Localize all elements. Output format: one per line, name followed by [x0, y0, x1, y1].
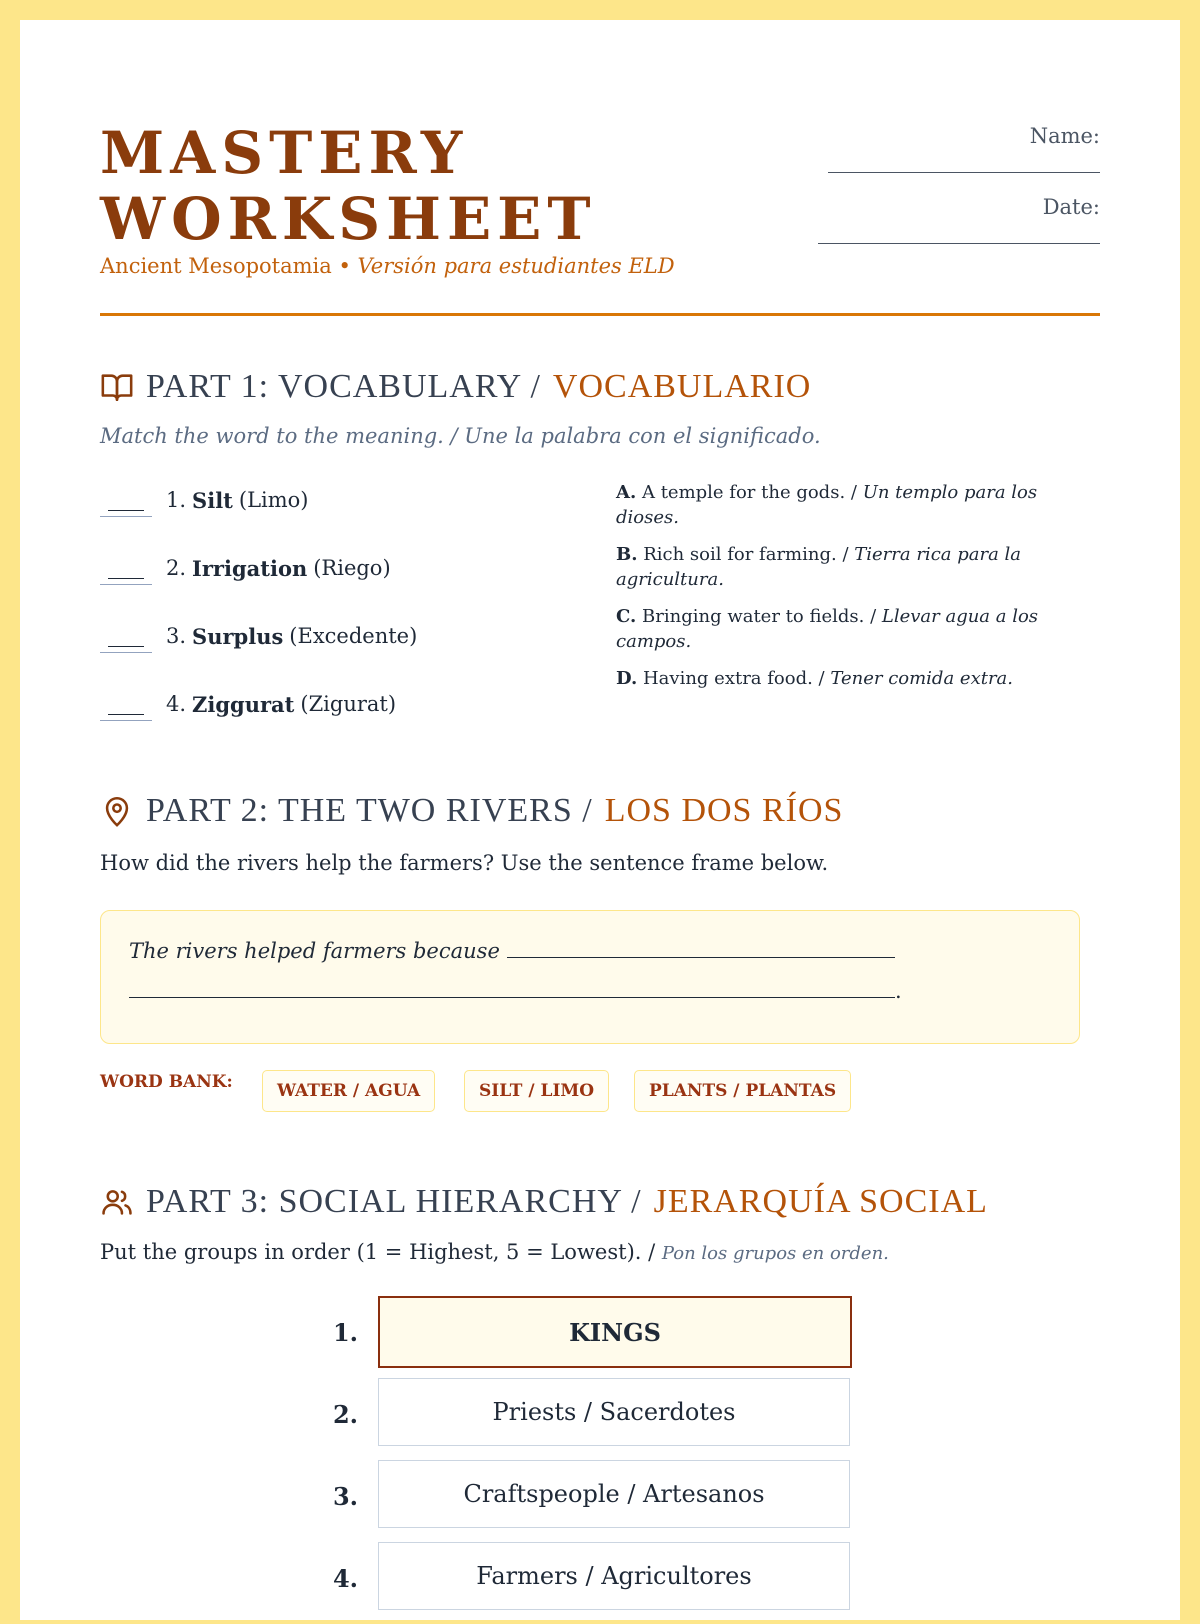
part2-heading-en: PART 2: THE TWO RIVERS / [146, 792, 593, 829]
name-label: Name: [1029, 124, 1100, 148]
page-title [100, 120, 597, 252]
part2-heading-es: LOS DOS RÍOS [604, 792, 844, 829]
name-field[interactable] [828, 152, 1100, 173]
definition-en: A temple for the gods. / [641, 482, 857, 503]
part1-heading [100, 368, 811, 406]
subtitle-es: Versión para estudiantes ELD [357, 254, 675, 278]
subtitle [100, 254, 675, 278]
title-line-1: MASTERY [100, 119, 469, 187]
vocab-term [100, 556, 580, 624]
term-word: Ziggurat [192, 692, 295, 717]
date-field[interactable] [818, 223, 1100, 244]
part2-heading [100, 792, 843, 830]
term-translation: (Limo) [238, 488, 309, 512]
definition-letter: B. [616, 544, 638, 565]
part1-instructions: Match the word to the meaning. / Une la palabra con el significado. [100, 424, 821, 448]
sentence-frame-line-1 [129, 939, 895, 963]
term-translation: (Zigurat) [300, 692, 397, 716]
term-word: Silt [192, 488, 233, 513]
term-number: 1. [166, 488, 187, 512]
definition [616, 542, 1076, 592]
definition-es: Tener comida extra. [830, 668, 1014, 689]
part3-heading [100, 1183, 988, 1221]
student-info [800, 120, 1100, 262]
hierarchy-box[interactable]: Farmers / Agricultores [378, 1542, 850, 1610]
definition-es: Llevar agua a los campos. [616, 606, 1039, 652]
hierarchy-rank: 1. [332, 1318, 358, 1347]
definition-en: Bringing water to fields. / [642, 606, 877, 627]
hierarchy-box[interactable]: KINGS [378, 1296, 852, 1368]
date-label: Date: [1042, 195, 1100, 219]
vocab-term [100, 692, 580, 760]
sentence-end: . [895, 979, 902, 1003]
sentence-frame-line-2 [129, 979, 902, 1003]
sentence-frame-text: The rivers helped farmers because [129, 939, 500, 963]
sentence-frame [100, 910, 1080, 1044]
term-translation: (Excedente) [289, 624, 418, 648]
answer-blank[interactable] [100, 488, 152, 517]
word-bank-chip: SILT / LIMO [464, 1070, 609, 1112]
worksheet-page [20, 20, 1180, 1620]
header-divider [100, 313, 1100, 316]
definition-en: Rich soil for farming. / [643, 544, 849, 565]
word-bank-chip: WATER / AGUA [262, 1070, 435, 1112]
vocab-term [100, 488, 580, 556]
sentence-blank-1[interactable] [507, 957, 895, 958]
definition-es: Un templo para los dioses. [616, 482, 1038, 528]
part3-instructions-en: Put the groups in order (1 = Highest, 5 = Lowest). / [100, 1240, 656, 1264]
word-bank-chip: PLANTS / PLANTAS [634, 1070, 851, 1112]
book-open-icon [100, 370, 134, 404]
map-pin-icon [100, 794, 134, 828]
part1-heading-es: VOCABULARIO [552, 368, 812, 405]
definition [616, 480, 1076, 530]
subtitle-en: Ancient Mesopotamia • [100, 254, 351, 278]
part3-instructions [100, 1240, 889, 1264]
part1-heading-en: PART 1: VOCABULARY / [146, 368, 541, 405]
part3-heading-en: PART 3: SOCIAL HIERARCHY / [146, 1183, 642, 1220]
users-icon [100, 1185, 134, 1219]
answer-blank[interactable] [100, 692, 152, 721]
term-number: 3. [166, 624, 187, 648]
vocab-terms-list [100, 488, 580, 760]
answer-blank[interactable] [100, 556, 152, 585]
vocab-term [100, 624, 580, 692]
vocab-definitions-list [616, 480, 1076, 703]
hierarchy-rank: 3. [332, 1482, 358, 1511]
definition-letter: D. [616, 668, 638, 689]
term-translation: (Riego) [313, 556, 391, 580]
hierarchy-rank: 2. [332, 1400, 358, 1429]
definition-es: Tierra rica para la agricultura. [616, 544, 1022, 590]
term-word: Surplus [192, 624, 284, 649]
word-bank-label: WORD BANK: [100, 1072, 233, 1092]
part2-instructions: How did the rivers help the farmers? Use the sentence frame below. [100, 851, 829, 875]
part3-heading-es: JERARQUÍA SOCIAL [653, 1183, 988, 1220]
definition-en: Having extra food. / [642, 668, 825, 689]
hierarchy-box[interactable]: Priests / Sacerdotes [378, 1378, 850, 1446]
term-number: 4. [166, 692, 187, 716]
answer-blank[interactable] [100, 624, 152, 653]
term-word: Irrigation [192, 556, 308, 581]
definition [616, 666, 1076, 691]
title-line-2: WORKSHEET [100, 185, 597, 253]
term-number: 2. [166, 556, 187, 580]
hierarchy-box[interactable]: Craftspeople / Artesanos [378, 1460, 850, 1528]
part3-instructions-es: Pon los grupos en orden. [661, 1243, 889, 1264]
definition [616, 604, 1076, 654]
hierarchy-rank: 4. [332, 1564, 358, 1593]
definition-letter: A. [616, 482, 637, 503]
sentence-blank-2[interactable] [129, 997, 895, 998]
definition-letter: C. [616, 606, 637, 627]
